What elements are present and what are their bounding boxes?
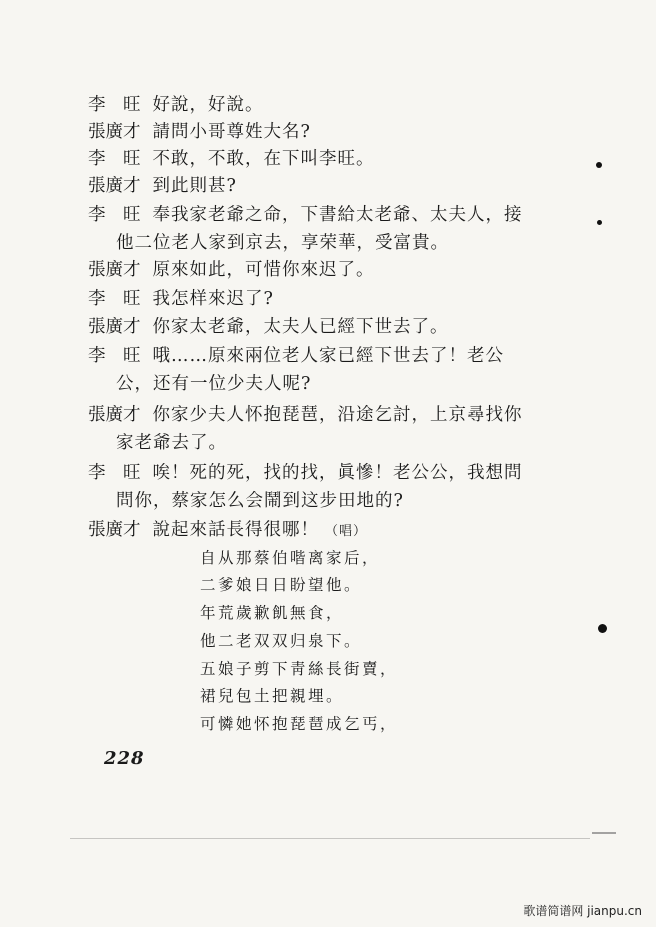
speaker: 張廣才 — [88, 122, 141, 142]
speech: 唉！死的死，找的找，眞慘！老公公，我想問 — [152, 463, 523, 483]
song-line: 年荒歲歉飢無食， — [200, 604, 345, 622]
speech: 到此則甚? — [152, 176, 237, 196]
scan-speck — [596, 162, 602, 168]
page-number: 228 — [104, 748, 145, 769]
song-line: 五娘子剪下靑絲長街賣， — [200, 660, 399, 678]
dialogue-continuation: 他二位老人家到京去，享荣華，受富貴。 — [116, 233, 449, 253]
dialogue-line-5 — [88, 204, 523, 226]
dialogue-line-12 — [88, 519, 367, 543]
speech: 原來如此，可惜你來迟了。 — [152, 260, 375, 280]
song-line: 自从那蔡伯喈离家后， — [200, 549, 381, 567]
dialogue-line-2 — [88, 121, 311, 143]
speaker: 李 旺 — [88, 346, 141, 366]
dialogue-continuation: 公，还有一位少夫人呢? — [116, 374, 312, 394]
speaker: 張廣才 — [88, 405, 141, 425]
dialogue-line-7 — [88, 288, 274, 310]
dialogue-line-4 — [88, 175, 237, 197]
speech: 請問小哥尊姓大名? — [152, 122, 311, 142]
speaker: 李 旺 — [88, 289, 141, 309]
dialogue-line-9 — [88, 345, 504, 367]
watermark: 歌谱简谱网 jianpu.cn — [523, 904, 642, 918]
dialogue-line-1 — [88, 94, 264, 116]
speaker: 李 旺 — [88, 463, 141, 483]
song-line: 二爹娘日日盼望他。 — [200, 576, 363, 594]
stage-direction: （唱） — [325, 524, 368, 539]
speech: 你家少夫人怀抱琵琶，沿途乞討，上京尋找你 — [152, 405, 523, 425]
speaker: 張廣才 — [88, 176, 141, 196]
dialogue-line-10 — [88, 404, 523, 426]
song-line: 可憐她怀抱琵琶成乞丐， — [200, 715, 399, 733]
speaker: 張廣才 — [88, 317, 141, 337]
speaker: 李 旺 — [88, 205, 141, 225]
scan-smudge-line — [70, 838, 590, 839]
speaker: 李 旺 — [88, 95, 141, 115]
speaker: 張廣才 — [88, 260, 141, 280]
speech: 我怎样來迟了? — [152, 289, 274, 309]
dialogue-continuation: 問你，蔡家怎么会鬧到这步田地的? — [116, 491, 404, 511]
dialogue-line-8 — [88, 316, 449, 338]
speech: 你家太老爺，太夫人已經下世去了。 — [152, 317, 449, 337]
song-line: 他二老双双归泉下。 — [200, 632, 363, 650]
speaker: 李 旺 — [88, 149, 141, 169]
dialogue-line-11 — [88, 462, 523, 484]
dialogue-continuation: 家老爺去了。 — [116, 433, 227, 453]
dialogue-line-3 — [88, 148, 375, 170]
scan-speck — [598, 624, 607, 633]
speech: 不敢，不敢，在下叫李旺。 — [152, 149, 375, 169]
scan-speck — [597, 220, 602, 225]
speech: 奉我家老爺之命，下書給太老爺、太夫人，接 — [152, 205, 523, 225]
speaker: 張廣才 — [88, 520, 141, 540]
speech: 好說，好說。 — [152, 95, 264, 115]
song-line: 裙兒包土把親埋。 — [200, 687, 345, 705]
scan-smudge-mark — [592, 832, 616, 834]
dialogue-line-6 — [88, 259, 375, 281]
speech: 哦……原來兩位老人家已經下世去了！老公 — [152, 346, 504, 366]
speech: 說起來話長得很哪！ — [152, 520, 319, 540]
